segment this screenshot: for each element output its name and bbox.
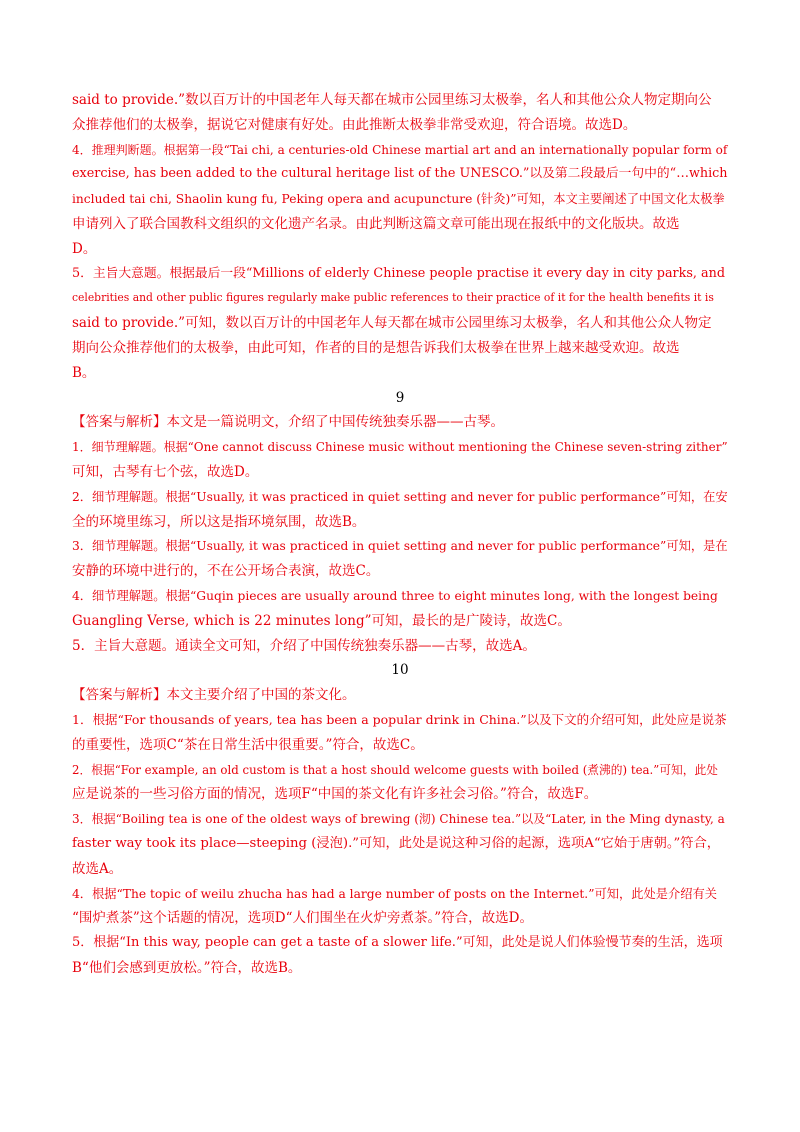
text-line: 故选A。 bbox=[72, 860, 123, 877]
text-line: exercise, has been added to the cultural heritage list of the UNESCO.”以及第二段最后一句中的“…which bbox=[72, 166, 728, 182]
text-line: B“他们会感到更放松。”符合，故选B。 bbox=[72, 959, 302, 976]
text-line: included tai chi, Shaolin kung fu, Peking opera and acupuncture (针灸)”可知，本文主要阐述了中国文化太极拳 bbox=[72, 192, 725, 207]
text-line: said to provide.”数以百万计的中国老年人每天都在城市公园里练习太极拳，名人和其他公众人物定期向公 bbox=[72, 92, 712, 108]
text-line: 安静的环境中进行的，不在公开场合表演，故选C。 bbox=[72, 563, 380, 580]
text-line: 应是说茶的一些习俗方面的情况，选项F“中国的茶文化有许多社会习俗。”符合，故选F。 bbox=[72, 786, 598, 803]
text-line: 全的环境里练习，所以这是指环境氛围，故选B。 bbox=[72, 513, 366, 530]
text-line: 1．根据“For thousands of years, tea has been a popular drink in China.”以及下文的介绍可知，此处应是说茶 bbox=[72, 711, 727, 727]
section-summary: 【答案与解析】本文主要介绍了中国的茶文化。 bbox=[72, 687, 356, 704]
text-line: said to provide.”可知，数以百万计的中国老年人每天都在城市公园里练习太极拳，名人和其他公众人物定 bbox=[72, 315, 712, 332]
text-line: 申请列入了联合国教科文组织的文化遗产名录。由此判断这篇文章可能出现在报纸中的文化版块。故选 bbox=[72, 215, 680, 232]
text-line: 4．根据“The topic of weilu zhucha has had a large number of posts on the Internet.”可知，此处是介绍有关 bbox=[72, 886, 717, 901]
answer-document bbox=[72, 88, 728, 981]
section-number: 10 bbox=[391, 662, 409, 679]
text-line: B。 bbox=[72, 364, 96, 381]
text-line: 期向公众推荐他们的太极拳，由此可知，作者的目的是想告诉我们太极拳在世界上越来越受欢迎。故选 bbox=[72, 339, 680, 356]
text-line: 2．细节理解题。根据“Usually, it was practiced in quiet setting and never for public performance”可知，在安 bbox=[72, 489, 728, 504]
text-line: 1．细节理解题。根据“One cannot discuss Chinese music without mentioning the Chinese seven-string zither” bbox=[72, 440, 728, 455]
text-line: 5．根据“In this way, people can get a taste of a slower life.”可知，此处是说人们体验慢节奏的生活，选项 bbox=[72, 935, 723, 951]
text-line: 5．主旨大意题。根据最后一段“Millions of elderly Chinese people practise it every day in city parks, and bbox=[72, 265, 726, 281]
section-summary: 【答案与解析】本文是一篇说明文，介绍了中国传统独奏乐器——古琴。 bbox=[72, 414, 504, 431]
text-line: 可知，古琴有七个弦，故选D。 bbox=[72, 463, 259, 480]
text-line: 3．根据“Boiling tea is one of the oldest ways of brewing (沏) Chinese tea.”以及“Later, in the Ming dynasty, a bbox=[72, 812, 725, 827]
text-line: 4．细节理解题。根据“Guqin pieces are usually around three to eight minutes long, with the longest being bbox=[72, 588, 718, 603]
text-line: “围炉煮茶”这个话题的情况，选项D“人们围坐在火炉旁煮茶。”符合，故选D。 bbox=[72, 910, 534, 927]
section-number: 9 bbox=[395, 389, 405, 406]
text-line: 众推荐他们的太极拳，据说它对健康有好处。由此推断太极拳非常受欢迎，符合语境。故选D。 bbox=[72, 116, 637, 133]
text-line: 2．根据“For example, an old custom is that a host should welcome guests with boiled (煮沸的) tea.”可知，此处 bbox=[72, 762, 719, 777]
text-line: 5．主旨大意题。通读全文可知，介绍了中国传统独奏乐器——古琴，故选A。 bbox=[72, 637, 536, 654]
text-line: 3．细节理解题。根据“Usually, it was practiced in quiet setting and never for public performance”可知，是在 bbox=[72, 539, 728, 554]
text-line: 4．推理判断题。根据第一段“Tai chi, a centuries-old Chinese martial art and an internationally popular form of bbox=[72, 142, 728, 157]
text-line: celebrities and other public figures regularly make public references to their practice of it for the health benefits it is bbox=[72, 291, 714, 305]
text-line: 的重要性，选项C“茶在日常生活中很重要。”符合，故选C。 bbox=[72, 736, 424, 753]
text-line: Guangling Verse, which is 22 minutes long”可知，最长的是广陵诗，故选C。 bbox=[72, 612, 571, 629]
text-line: faster way took its place—steeping (浸泡).”可知，此处是说这种习俗的起源，选项A“它始于唐朝。”符合， bbox=[72, 835, 721, 851]
text-line: D。 bbox=[72, 240, 97, 257]
